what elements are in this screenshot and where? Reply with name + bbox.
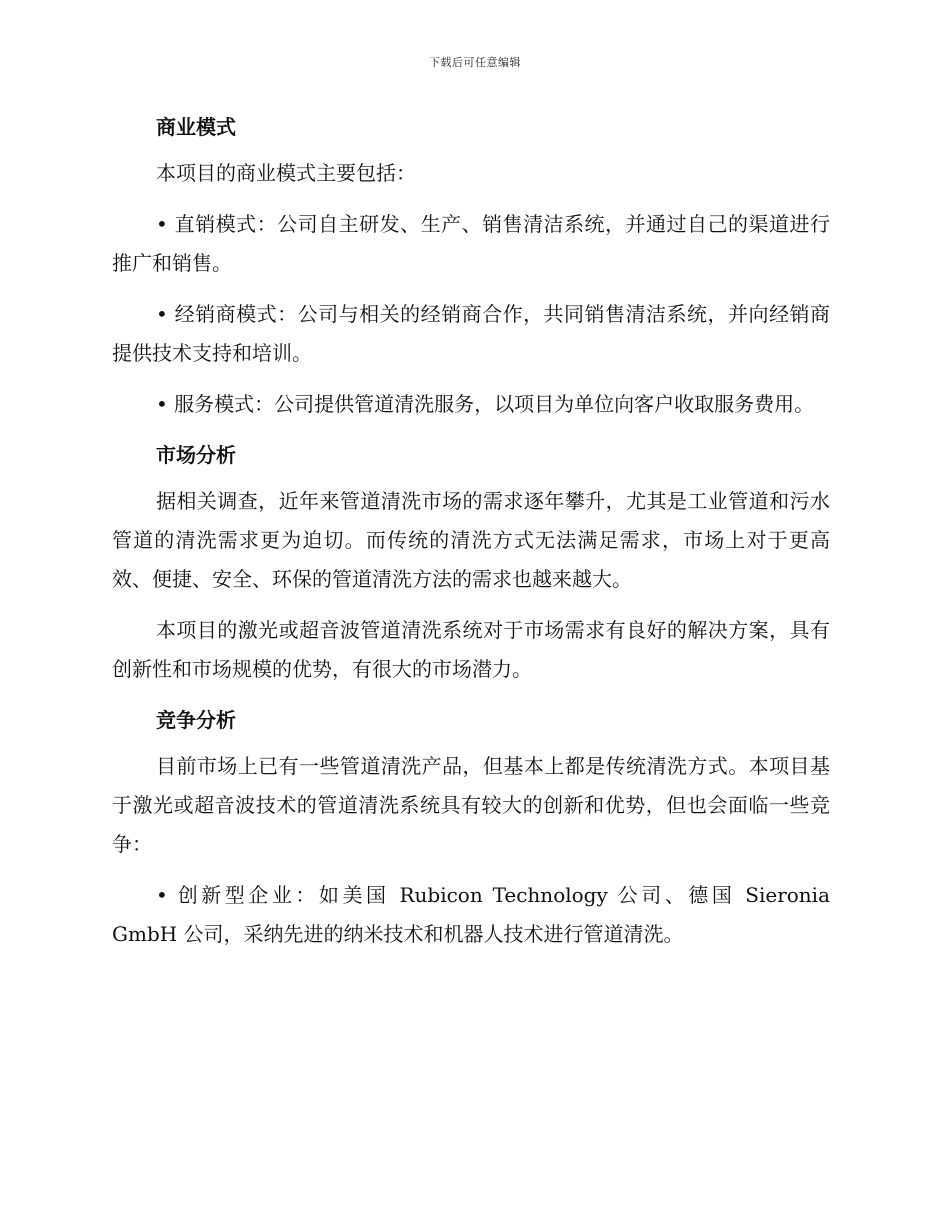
header-note: 下载后可任意编辑 [429, 56, 521, 69]
section-heading-business-model: 商业模式 [156, 115, 236, 139]
paragraph-market-1: 据相关调查，近年来管道清洗市场的需求逐年攀升，尤其是工业管道和污水管道的清洗需求更为迫切。而传统的清洗方式无法满足需求，市场上对于更高效、便捷、安全、环保的管道清洗方法的需求也越来越大。 [112, 489, 830, 591]
list-item-direct-sales: • 直销模式：公司自主研发、生产、销售清洁系统，并通过自己的渠道进行推广和销售。 [112, 212, 830, 275]
list-item-service: • 服务模式：公司提供管道清洗服务，以项目为单位向客户收取服务费用。 [156, 392, 815, 416]
document-body [112, 108, 830, 966]
section-heading-market-analysis: 市场分析 [156, 443, 236, 467]
section-heading-competition-analysis: 竞争分析 [156, 708, 236, 732]
list-item-innovative-companies: • 创新型企业：如美国 Rubicon Technology 公司、德国 Sieronia GmbH 公司，采纳先进的纳米技术和机器人技术进行管道清洗。 [112, 883, 830, 946]
paragraph-business-intro: 本项目的商业模式主要包括： [156, 161, 416, 185]
paragraph-market-2: 本项目的激光或超音波管道清洗系统对于市场需求有良好的解决方案，具有创新性和市场规模的优势，有很大的市场潜力。 [112, 618, 830, 681]
paragraph-competition-1: 目前市场上已有一些管道清洗产品，但基本上都是传统清洗方式。本项目基于激光或超音波技术的管道清洗系统具有较大的创新和优势，但也会面临一些竞争： [112, 754, 830, 856]
list-item-distributor: • 经销商模式：公司与相关的经销商合作，共同销售清洁系统，并向经销商提供技术支持和培训。 [112, 302, 830, 365]
